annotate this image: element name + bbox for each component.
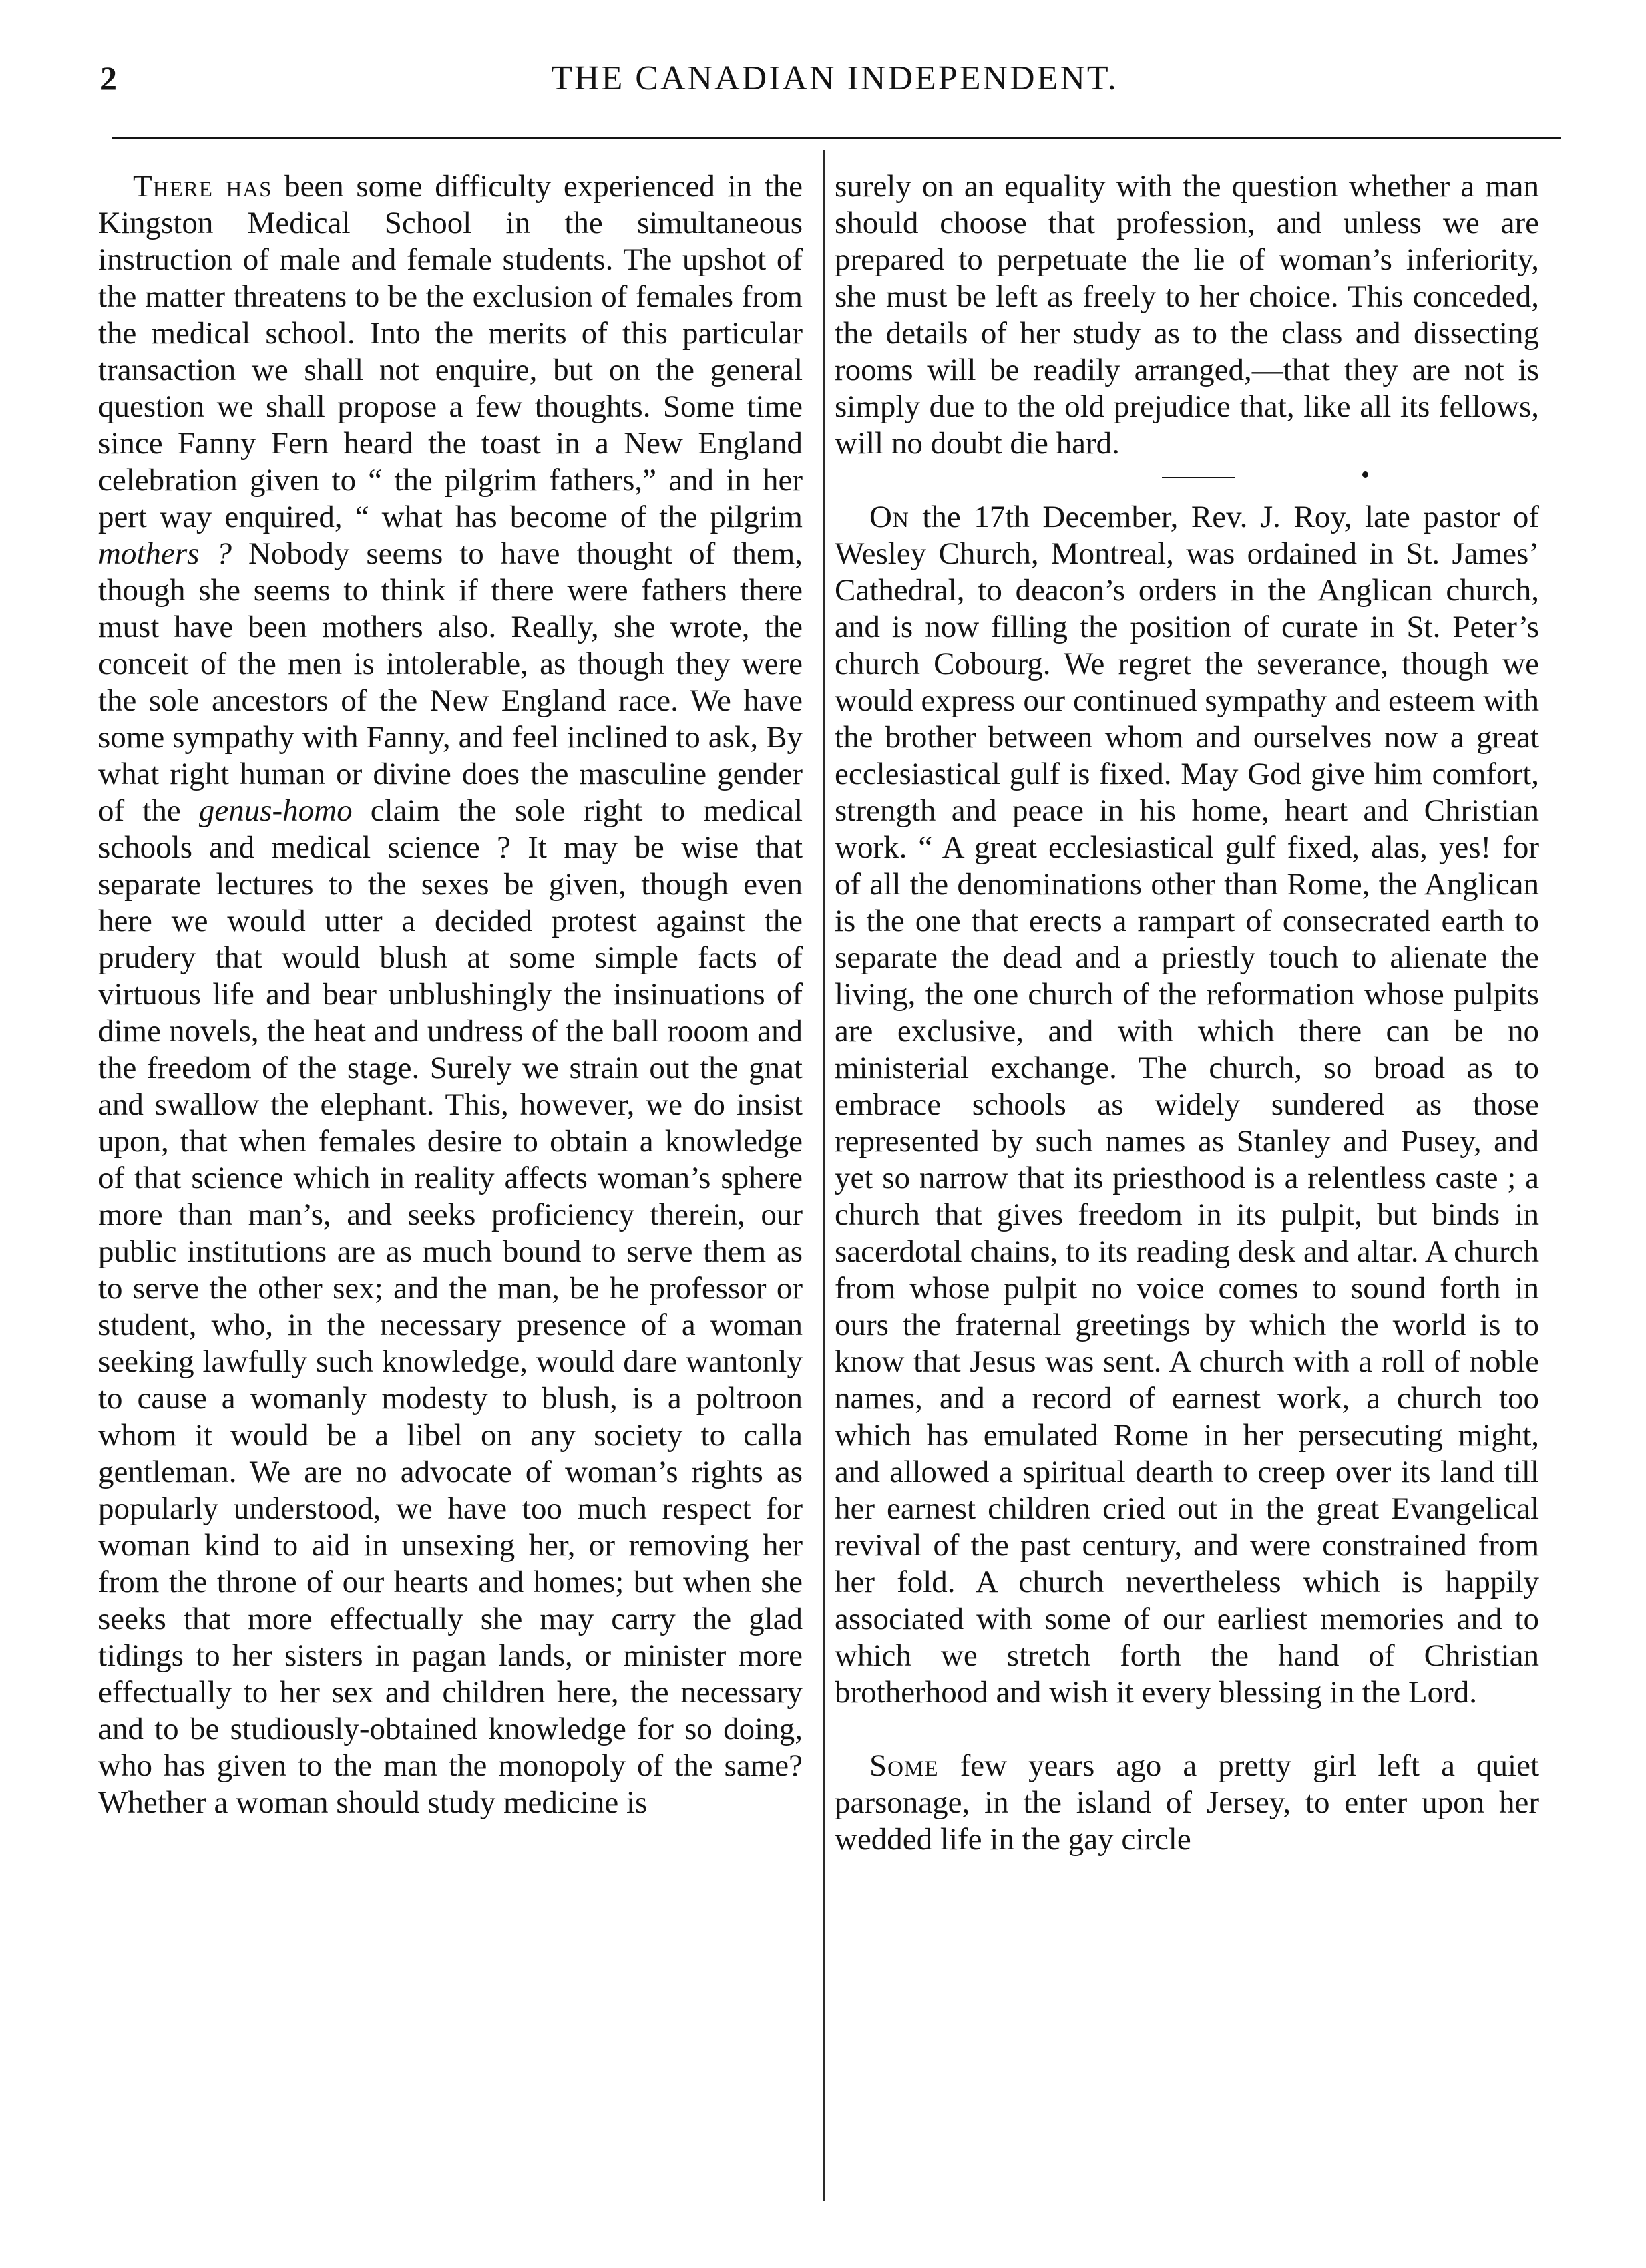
header-rule [112, 137, 1561, 139]
left-column [98, 168, 803, 1821]
article-continuation: surely on an equality with the question whether a man should choose that profession, and unless we are prepared to perpetuate the lie of woman’s inferiority, she must be left as freely to her choice. This conceded, the details of her study as to the class and dissecting rooms will be readily arranged,—that they are not is simply due to the old prejudice that, like all its fellows, will no doubt die hard. [835, 169, 1539, 461]
article-jersey [835, 1748, 1539, 1858]
paragraph-text: the 17th December, Rev. J. Roy, late pastor of Wesley Church, Montreal, was ordained in St. James’ Cathedral, to deacon’s orders in the Anglican church, and is now filling the position of curate in St. Peter’s church Cobourg. We regret the severance, though we would express our continued sympathy and esteem with the brother between whom and ourselves now a great ecclesiastical gulf is fixed. May God give him comfort, strength and peace in his home, heart and Christian work. “ A great ecclesiastical gulf fixed, alas, yes! for of all the denominations other than Rome, the Anglican is the one that erects a rampart of consecrated earth to separate the dead and a priestly touch to alienate the living, the one church of the reformation whose pulpits are exclusive, and with which there can be no ministerial exchange. The church, so broad as to embrace schools as widely sundered as those represented by such names as Stanley and Pusey, and yet so narrow that its priesthood is a relentless caste ; a church that gives freedom in its pulpit, but binds in sacerdotal chains, to its reading desk and altar. A church from whose pulpit no voice comes to sound forth in ours the fraternal greetings by which the world is to know that Jesus was sent. A church with a roll of noble names, and a record of earnest work, a church too which has emulated Rome in her persecuting might, and allowed a spiritual dearth to creep over its land till her earnest children cried out in the great Evangelical revival of the past century, and were constrained from her fold. A church nevertheless which is happily associated with some of our earliest memories and to which we stretch forth the hand of Christian brotherhood and wish it every blessing in the Lord. [835, 500, 1539, 1710]
separator-dot [1362, 471, 1368, 478]
paragraph-text: been some difficulty experienced in the Kingston Medical School in the simultaneous instruction of male and female students. The upshot of the matter threatens to be the exclusion of females from the medical school. Into the merits of this particular transaction we shall not enquire, but on the general question we shall propose a few thoughts. Some time since Fanny Fern heard the toast in a New England celebration given to “ the pilgrim fathers,” and in her pert way enquired, “ what has become of the pilgrim [98, 169, 803, 534]
section-separator [835, 462, 1539, 499]
column-divider [823, 150, 825, 2201]
italic-text: mothers ? [98, 536, 232, 571]
italic-text: genus-homo [198, 793, 353, 828]
journal-title: THE CANADIAN INDEPENDENT. [551, 59, 1118, 98]
right-column [835, 168, 1539, 1858]
article-women-medical-school [98, 168, 803, 1821]
paragraph-text: few years ago a pretty girl left a quiet parsonage, in the island of Jersey, to enter upon her wedded life in the gay circle [835, 1748, 1539, 1857]
paragraph-lead: Some [869, 1748, 939, 1783]
article-rev-roy [835, 499, 1539, 1711]
paragraph-gap [835, 1711, 1539, 1748]
page-header [100, 59, 1569, 112]
paragraph-text: Nobody seems to have thought of them, though she seems to think if there were fathers there must have been mothers also. Really, she wrote, the conceit of the men is intolerable, as though they were the sole ancestors of the New England race. We have some sympathy with Fanny, and feel inclined to ask, By what right human or divine does the masculine gender of the [98, 536, 803, 828]
paragraph-lead: On [869, 500, 909, 534]
paragraph-lead: There has [133, 169, 272, 204]
page-number: 2 [100, 59, 118, 97]
separator-rule [1162, 477, 1235, 478]
paragraph-text: claim the sole right to medical schools and medical science ? It may be wise that separate lectures to the sexes be given, though even here we would utter a decided protest against the prudery that would blush at some simple facts of virtuous life and bear unblushingly the insinuations of dime novels, the heat and undress of the ball rooom and the freedom of the stage. Surely we strain out the gnat and swallow the elephant. This, however, we do insist upon, that when females desire to obtain a knowledge of that science which in reality affects woman’s sphere more than man’s, and seeks proficiency therein, our public institutions are as much bound to serve them as to serve the other sex; and the man, be he professor or student, who, in the necessary presence of a woman seeking lawfully such knowledge, would dare wantonly to cause a womanly modesty to blush, is a poltroon whom it would be a libel on any society to calla gentleman. We are no advocate of woman’s rights as popularly understood, we have too much respect for woman kind to aid in unsexing her, or removing her from the throne of our hearts and homes; but when she seeks that more effectually she may carry the glad tidings to her sisters in pagan lands, or minister more effectually to her sex and children here, the necessary and to be studiously-obtained knowledge for so doing, who has given to the man the monopoly of the same? Whether a woman should study medicine is [98, 793, 803, 1820]
